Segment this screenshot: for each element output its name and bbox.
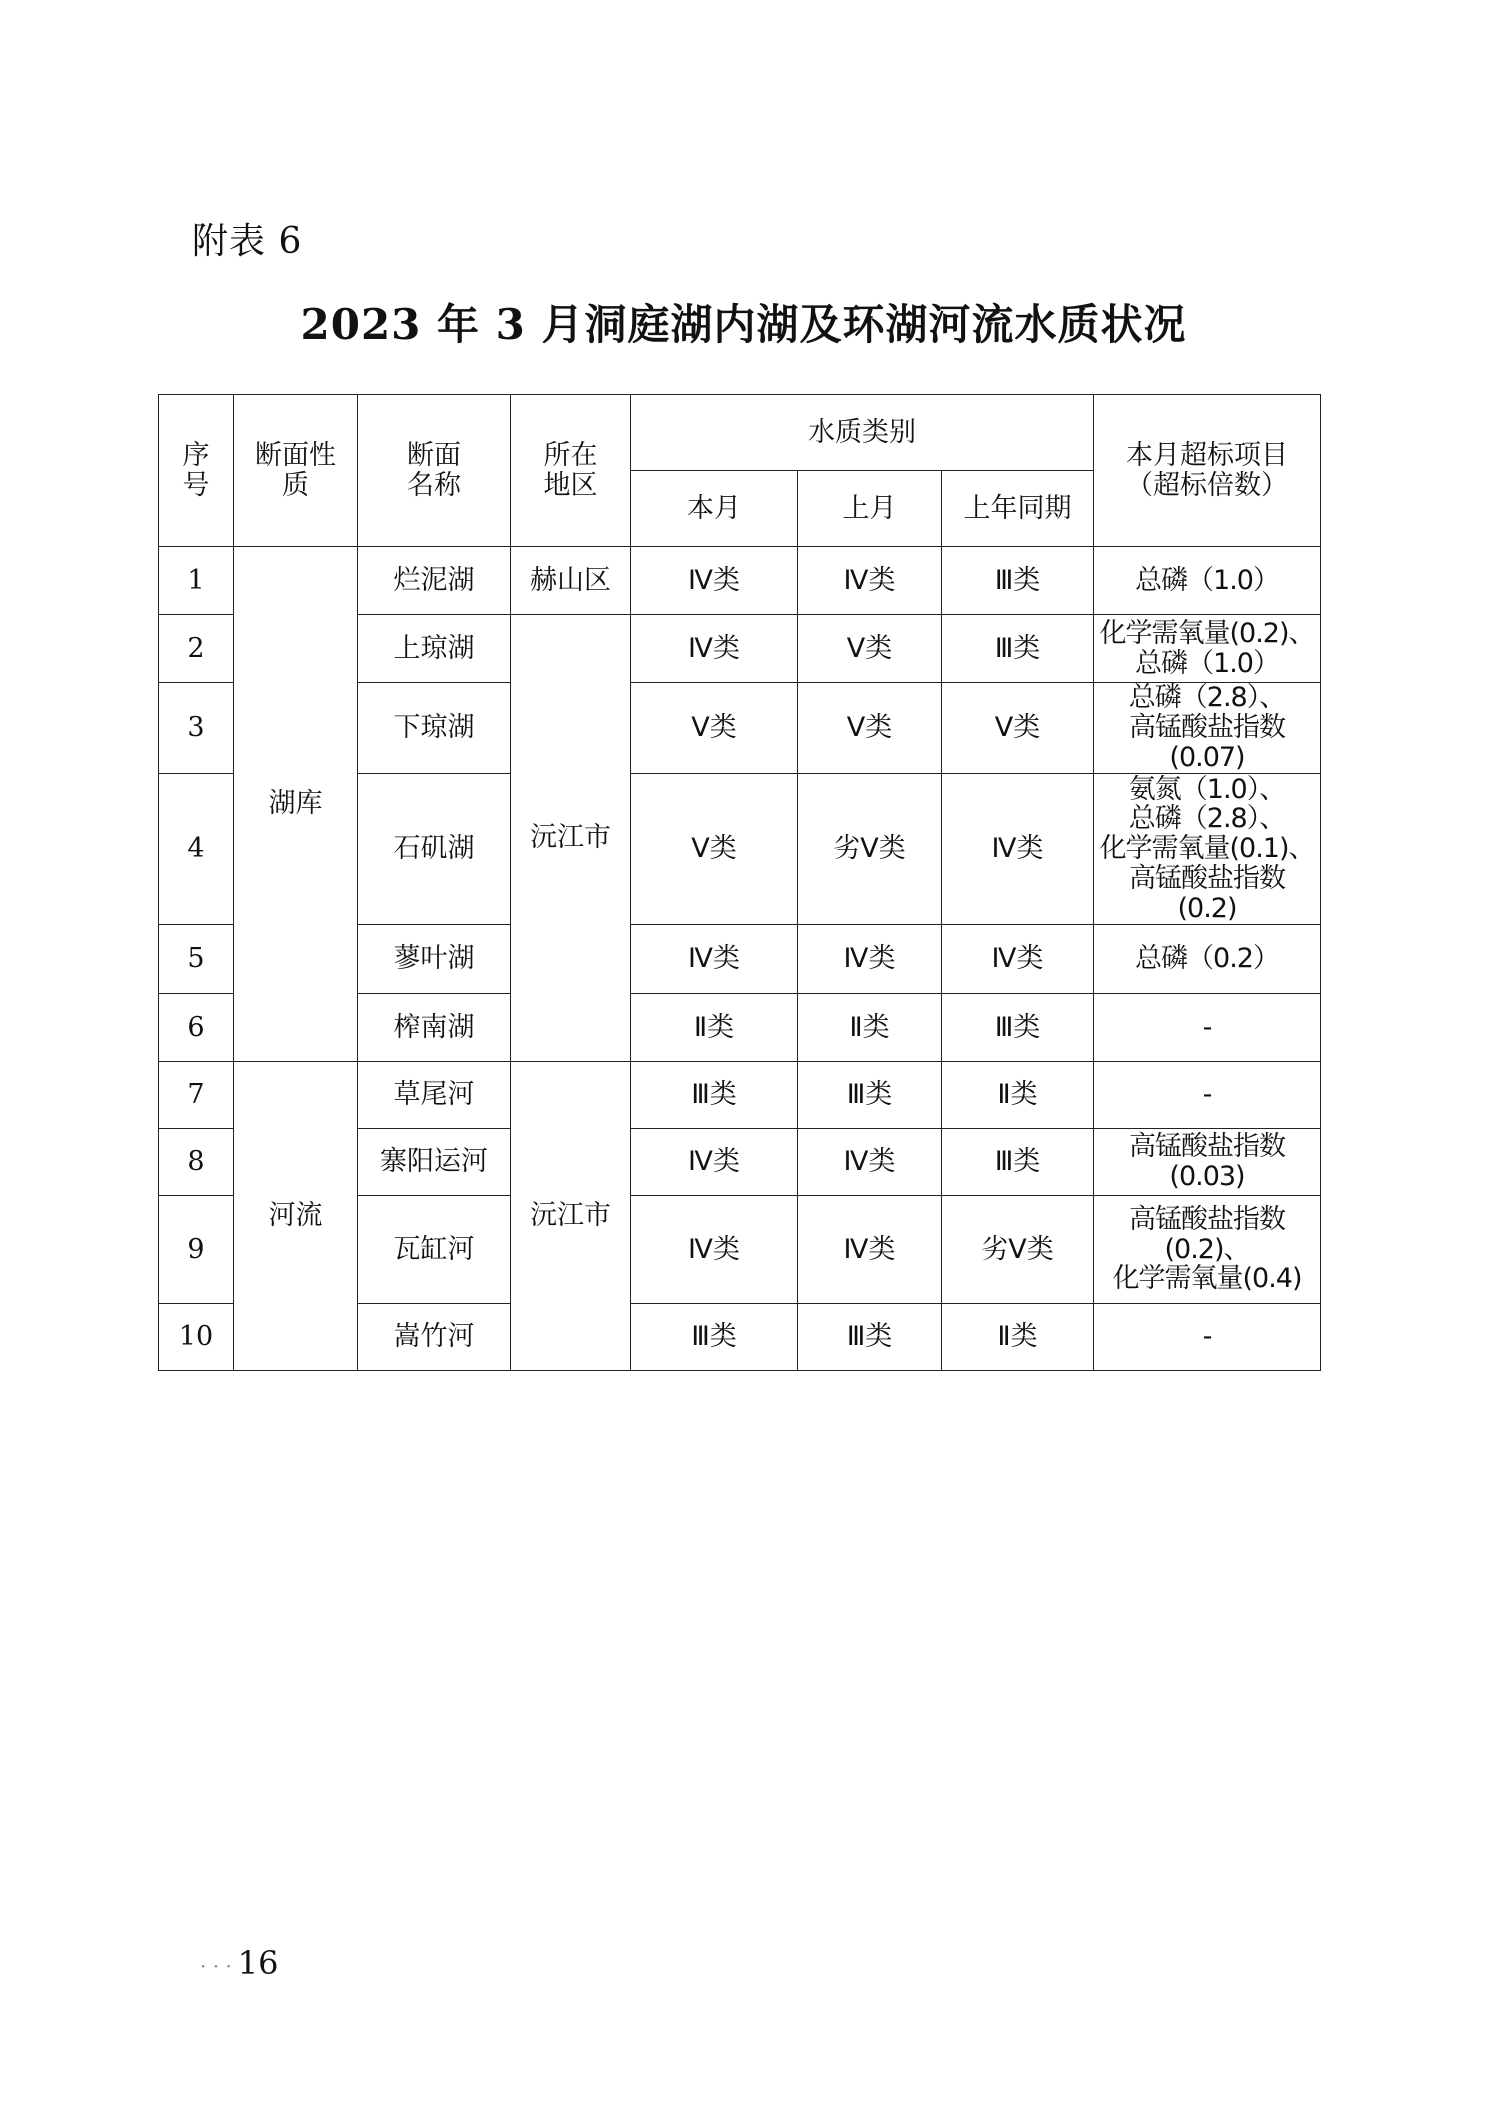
table-row [159,1062,1321,1129]
section-name: 嵩竹河 [358,1304,511,1371]
header-last-year: 上年同期 [942,471,1094,547]
exceed-items: 总磷（0.2） [1094,925,1321,994]
section-name: 下琼湖 [358,683,511,774]
exceed-items: 化学需氧量(0.2)、 总磷（1.0） [1094,615,1321,683]
header-last-month: 上月 [798,471,942,547]
row-number: 7 [159,1062,234,1129]
class-last-year: 劣Ⅴ类 [942,1196,1094,1304]
class-last-year: Ⅳ类 [942,925,1094,994]
row-number: 3 [159,683,234,774]
class-this-month: Ⅳ类 [631,1129,798,1196]
exceed-items: - [1094,994,1321,1062]
row-number: 4 [159,774,234,925]
class-this-month: Ⅳ类 [631,1196,798,1304]
region-heshan: 赫山区 [511,547,631,615]
section-name: 上琼湖 [358,615,511,683]
annex-label: 附表 6 [192,221,303,262]
class-last-month: Ⅴ类 [798,615,942,683]
header-exceed: 本月超标项目 （超标倍数） [1094,395,1321,547]
section-name: 石矶湖 [358,774,511,925]
section-name: 草尾河 [358,1062,511,1129]
page-number: · · · 16 [200,1944,279,1982]
exceed-items: 高锰酸盐指数 (0.2)、 化学需氧量(0.4) [1094,1196,1321,1304]
class-last-year: Ⅲ类 [942,547,1094,615]
header-quality-class: 水质类别 [631,395,1094,471]
class-last-year: Ⅱ类 [942,1062,1094,1129]
row-number: 8 [159,1129,234,1196]
region-yuanjiang-lakes: 沅江市 [511,615,631,1062]
section-name: 蓼叶湖 [358,925,511,994]
exceed-items: 氨氮（1.0）、 总磷（2.8）、 化学需氧量(0.1)、 高锰酸盐指数 (0.2) [1094,774,1321,925]
class-last-year: Ⅲ类 [942,615,1094,683]
water-quality-table [158,394,1321,1371]
section-name: 烂泥湖 [358,547,511,615]
exceed-items: 总磷（1.0） [1094,547,1321,615]
header-section-type: 断面性 质 [234,395,358,547]
class-last-year: Ⅲ类 [942,994,1094,1062]
class-this-month: Ⅳ类 [631,615,798,683]
group-rivers: 河流 [234,1062,358,1371]
header-seq: 序 号 [159,395,234,547]
class-last-year: Ⅴ类 [942,683,1094,774]
exceed-items: - [1094,1062,1321,1129]
class-last-year: Ⅳ类 [942,774,1094,925]
row-number: 1 [159,547,234,615]
header-this-month: 本月 [631,471,798,547]
row-number: 10 [159,1304,234,1371]
page-number-dashes: · · · [200,1953,232,1978]
class-this-month: Ⅳ类 [631,925,798,994]
row-number: 9 [159,1196,234,1304]
row-number: 6 [159,994,234,1062]
table-row [159,547,1321,615]
class-this-month: Ⅲ类 [631,1304,798,1371]
class-this-month: Ⅴ类 [631,683,798,774]
class-this-month: Ⅲ类 [631,1062,798,1129]
section-name: 榨南湖 [358,994,511,1062]
row-number: 5 [159,925,234,994]
class-last-month: Ⅳ类 [798,925,942,994]
class-last-month: Ⅲ类 [798,1062,942,1129]
header-section-name: 断面 名称 [358,395,511,547]
region-yuanjiang-rivers: 沅江市 [511,1062,631,1371]
class-last-month: Ⅳ类 [798,1196,942,1304]
class-last-month: Ⅲ类 [798,1304,942,1371]
exceed-items: - [1094,1304,1321,1371]
class-this-month: Ⅳ类 [631,547,798,615]
class-last-year: Ⅲ类 [942,1129,1094,1196]
class-last-month: Ⅳ类 [798,1129,942,1196]
exceed-items: 高锰酸盐指数 (0.03) [1094,1129,1321,1196]
class-last-month: Ⅳ类 [798,547,942,615]
class-last-month: 劣Ⅴ类 [798,774,942,925]
section-name: 瓦缸河 [358,1196,511,1304]
class-this-month: Ⅱ类 [631,994,798,1062]
row-number: 2 [159,615,234,683]
class-last-month: Ⅱ类 [798,994,942,1062]
group-lakes: 湖库 [234,547,358,1062]
exceed-items: 总磷（2.8）、 高锰酸盐指数 (0.07) [1094,683,1321,774]
class-last-month: Ⅴ类 [798,683,942,774]
section-name: 寨阳运河 [358,1129,511,1196]
class-this-month: Ⅴ类 [631,774,798,925]
page-title: 2023 年 3 月洞庭湖内湖及环湖河流水质状况 [300,300,1187,349]
header-region: 所在 地区 [511,395,631,547]
class-last-year: Ⅱ类 [942,1304,1094,1371]
